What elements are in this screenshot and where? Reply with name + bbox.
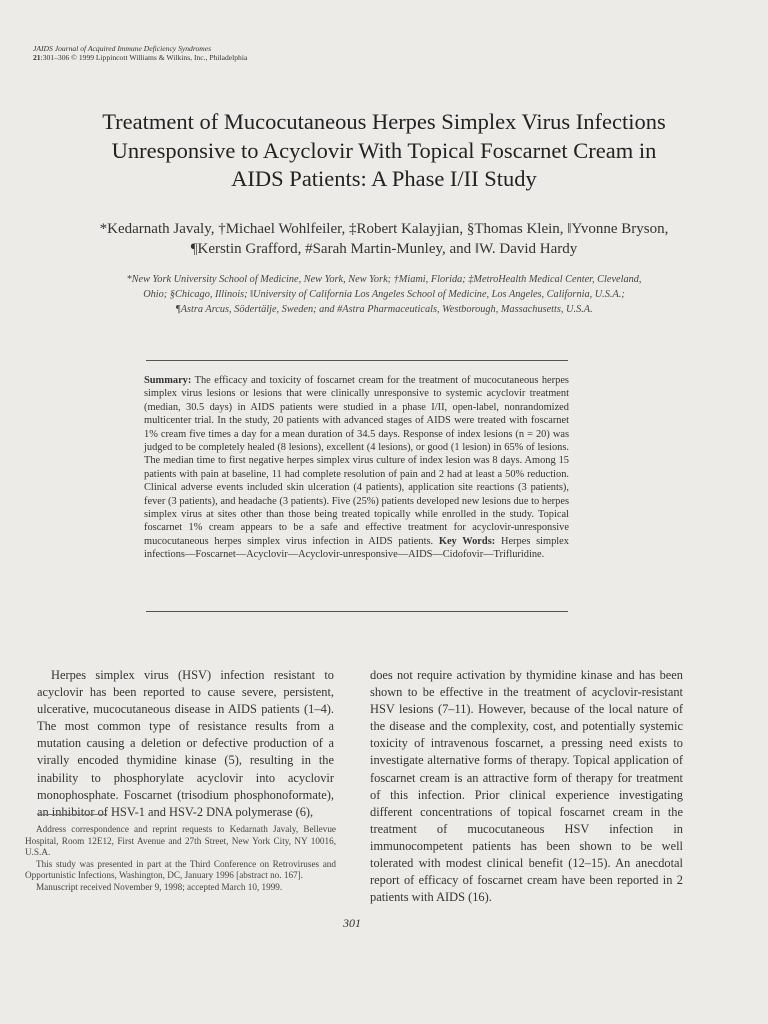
- keywords-label: Key Words:: [438, 535, 496, 547]
- body-paragraph: Herpes simplex virus (HSV) infection resistant to acyclovir has been reported to cause severe, persistent, ulcerative, mucocutaneous disease in AIDS patients (1–4). The most common type of resistance results from a mutation causing a deletion or defective production of a virally encoded thymidine kinase (5), resulting in the inability to phosphorylate acyclovir into acyclovir monophosphate. Foscarnet (trisodium phosphonoformate), an inhibitor of HSV-1 and HSV-2 DNA polymerase (6),: [37, 668, 334, 819]
- journal-volume: 21: [33, 53, 41, 62]
- title-line: AIDS Patients: A Phase I/II Study: [231, 166, 537, 191]
- summary-abstract: [144, 374, 569, 562]
- footnote-presentation: This study was presented in part at the Third Conference on Retroviruses and Opportunistic Infections, Washington, DC, January 1996 [abstract no. 167].: [25, 858, 336, 880]
- body-column-left: [37, 667, 334, 821]
- keywords-text: Herpes simplex infections—Foscarnet—Acyclovir—Acyclovir-unresponsive—AIDS—Cidofovir—Trifluridine.: [144, 535, 569, 561]
- affiliation-line: *New York University School of Medicine, New York, New York; †Miami, Florida; ‡MetroHealth Medical Center, Cleveland,: [126, 274, 642, 285]
- title-line: Treatment of Mucocutaneous Herpes Simplex Virus Infections: [102, 109, 666, 134]
- footnotes: [25, 824, 336, 893]
- journal-name: JAIDS Journal of Acquired Immune Deficiency Syndromes: [33, 44, 212, 53]
- article-title: [20, 108, 748, 194]
- summary-label: Summary:: [144, 375, 192, 386]
- summary-bottom-rule: [146, 611, 568, 612]
- page-number: 301: [343, 916, 361, 930]
- author-line: ¶Kerstin Grafford, #Sarah Martin-Munley, and ‖W. David Hardy: [190, 241, 578, 257]
- summary-top-rule: [146, 360, 568, 361]
- author-line: *Kedarnath Javaly, †Michael Wohlfeiler, ‡Robert Kalayjian, §Thomas Klein, ‖Yvonne Bryson,: [99, 221, 669, 237]
- body-column-right: [370, 667, 683, 906]
- body-paragraph: does not require activation by thymidine kinase and has been shown to be effective in the treatment of acyclovir-resistant HSV lesions (7–11). However, because of the local nature of the disease and the complexity, cost, and potentially systemic toxicity of intravenous foscarnet, a pressing need exists to investigate alternative forms of therapy. Topical application of foscarnet cream is an attractive form of therapy for treatment of this infection. Prior clinical experience investigating different concentrations of topical foscarnet cream in the treatment of mucocutaneous HSV infection in immunocompetent patients has been shown to be well tolerated with modest clinical benefit (12–15). An anecdotal report of efficacy of foscarnet cream have been reported in 2 patients with AIDS (16).: [370, 668, 683, 905]
- footnote-correspondence: Address correspondence and reprint requests to Kedarnath Javaly, Bellevue Hospital, Room 12E12, First Avenue and 27th Street, New York City, NY 10016, U.S.A.: [25, 824, 336, 857]
- journal-header: [33, 44, 247, 62]
- journal-pages-copyright: :301–306 © 1999 Lippincott Williams & Wilkins, Inc., Philadelphia: [40, 53, 248, 62]
- summary-text: The efficacy and toxicity of foscarnet cream for the treatment of mucocutaneous herpes simplex virus lesions or lesions that were clinically unresponsive to systemic acyclovir treatment (median, 30.5 days) in AIDS patients were studied in a phase I/II, open-label, nonrandomized multicenter trial. In the study, 20 patients with advanced stages of AIDS were treated with foscarnet 1% cream five times a day for a mean duration of 34.5 days. Response of index lesions (n = 20) was judged to be completely healed (8 lesions), excellent (4 lesions), or good (1 lesion) in 65% of lesions. The median time to first negative herpes simplex virus culture of index lesion was 8 days. Among 15 patients with pain at baseline, 11 had complete resolution of pain and 2 had at least a 50% reduction. Clinical adverse events included skin ulceration (4 patients), application site reactions (3 patients), fever (3 patients), and headache (3 patients). Five (25%) patients developed new lesions due to herpes simplex virus at sites other than those being treated topically while enrolled in the study. Topical foscarnet 1% cream appears to be a safe and effective treatment for acyclovir-unresponsive mucocutaneous herpes simplex virus infection in AIDS patients.: [144, 375, 569, 547]
- footnote-manuscript-dates: Manuscript received November 9, 1998; accepted March 10, 1999.: [36, 881, 283, 892]
- title-line: Unresponsive to Acyclovir With Topical Foscarnet Cream in: [111, 137, 657, 163]
- affiliation-line: Ohio; §Chicago, Illinois; ‖University of California Los Angeles School of Medicine, Los Angeles, California, U.S.A.;: [143, 289, 625, 300]
- author-list: [20, 219, 748, 259]
- affiliation-line: ¶Astra Arcus, Södertälje, Sweden; and #Astra Pharmaceuticals, Westborough, Massachusetts, U.S.A.: [175, 304, 593, 315]
- affiliations: [20, 272, 748, 317]
- footnote-rule: [37, 814, 107, 815]
- journal-citation: [33, 53, 247, 62]
